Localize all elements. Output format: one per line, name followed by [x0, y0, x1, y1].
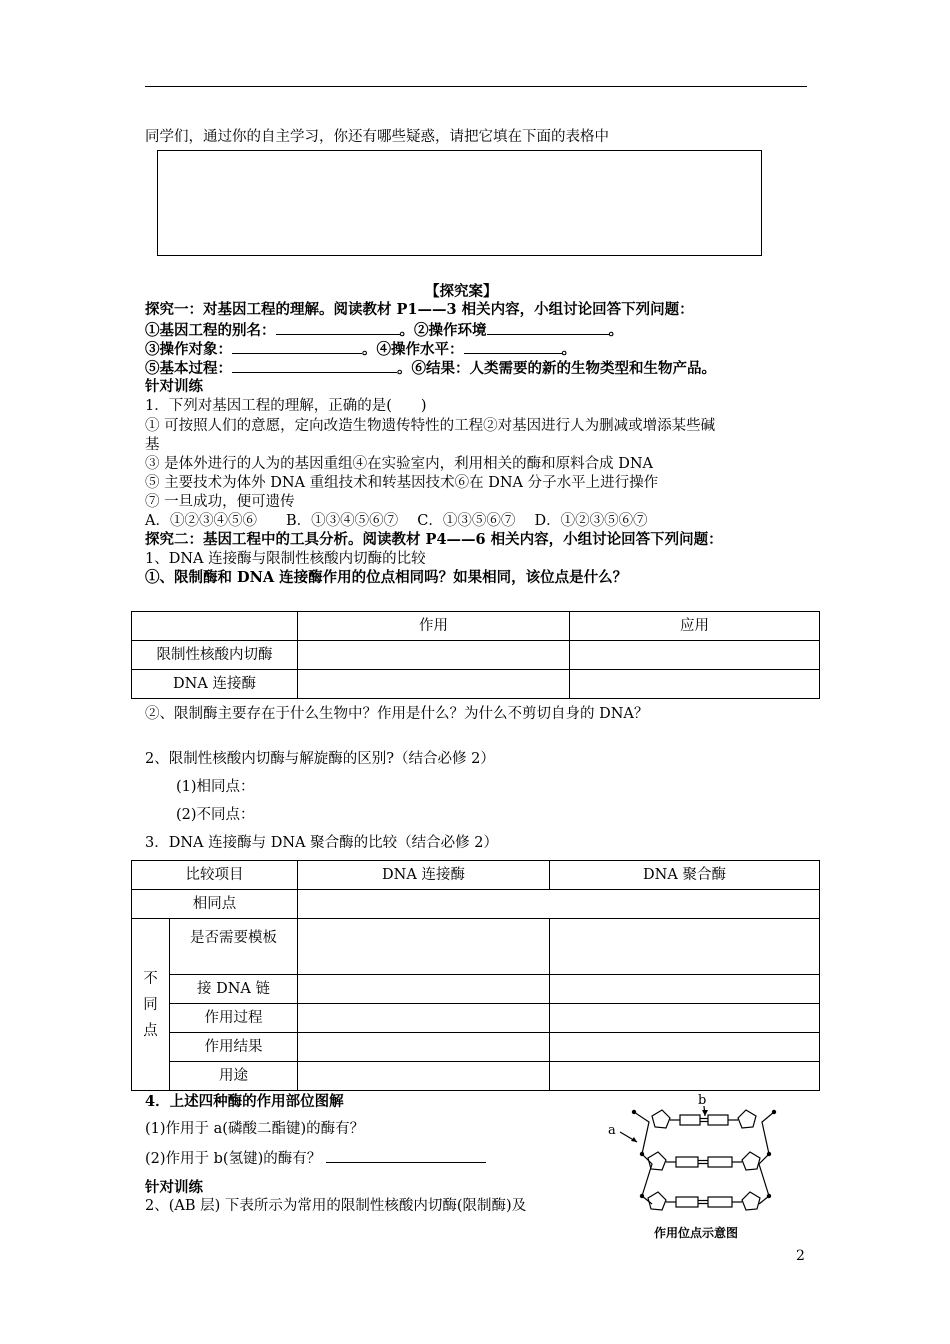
training1-statement-3: ⑤ 主要技术为体外 DNA 重组技术和转基因技术⑥在 DNA 分子水平上进行操作 [145, 475, 659, 491]
header-rule [145, 86, 807, 87]
explore2-q1: ①、限制酶和 DNA 连接酶作用的位点相同吗？如果相同，该位点是什么？ [145, 569, 628, 586]
line1-end: 。 [608, 322, 623, 339]
training1-statement-4: ⑦ 一旦成功，便可遗传 [145, 494, 295, 510]
table1-cell[interactable] [570, 670, 820, 699]
section2-same: (1)相同点： [176, 779, 255, 795]
question-2: ②、限制酶主要存在于什么生物中？作用是什么？为什么不剪切自身的 DNA？ [145, 706, 649, 722]
table1-header-application: 应用 [570, 612, 820, 641]
table2-row-label: 作用过程 [170, 1004, 298, 1033]
training1-statement-1b: 基 [145, 437, 160, 453]
table1-header-empty [132, 612, 298, 641]
section3-title: 3．DNA 连接酶与 DNA 聚合酶的比较（结合必修 2） [145, 835, 498, 851]
table2-cell[interactable] [298, 919, 550, 975]
table2-cell[interactable] [298, 1033, 550, 1062]
section4-q2 [145, 1148, 486, 1168]
alias-label: ①基因工程的别名： [145, 322, 276, 339]
table2-cell[interactable] [298, 1062, 550, 1091]
object-label: ③操作对象： [145, 341, 232, 358]
training1-statement-1: ① 可按照人们的意愿，定向改造生物遗传特性的工程②对基因进行人为删减或增添某些碱 [145, 418, 716, 434]
table1-header-function: 作用 [298, 612, 570, 641]
table2-row-label: 用途 [170, 1062, 298, 1091]
section4-title: 4．上述四种酶的作用部位图解 [145, 1093, 344, 1110]
training2-heading: 针对训练 [145, 1179, 203, 1196]
table1-row-label: DNA 连接酶 [132, 670, 298, 699]
intro-text: 同学们，通过你的自主学习，你还有哪些疑惑，请把它填在下面的表格中 [145, 129, 609, 145]
figure-caption: 作用位点示意图 [654, 1226, 739, 1240]
table2-cell[interactable] [298, 975, 550, 1004]
base [708, 1197, 732, 1207]
sugar-right-2 [742, 1152, 760, 1170]
right-backbone [759, 1112, 774, 1204]
sugar-left-3 [648, 1192, 666, 1210]
process-label: ⑤基本过程： [145, 360, 232, 377]
result-text: 。⑥结果：人类需要的新的生物类型和生物产品。 [397, 360, 716, 377]
process-blank[interactable] [232, 358, 397, 373]
level-blank[interactable] [464, 339, 562, 354]
table2-cell[interactable] [550, 975, 820, 1004]
training2-question: 2、(AB 层) 下表所示为常用的限制性核酸内切酶(限制酶)及 [145, 1198, 527, 1214]
questions-box[interactable] [157, 150, 762, 256]
table1-cell[interactable] [298, 670, 570, 699]
section2-diff: (2)不同点： [176, 807, 255, 823]
section4-q2-blank[interactable] [326, 1148, 486, 1163]
diff-char: 同 [143, 996, 158, 1013]
diff-char: 不 [143, 970, 158, 987]
explore1-line2 [145, 339, 576, 359]
label-a: a [608, 1123, 616, 1138]
table2-header-polymerase: DNA 聚合酶 [550, 861, 820, 890]
table2-row-same: 相同点 [132, 890, 298, 919]
sugar-left-2 [648, 1152, 666, 1170]
action-site-diagram [604, 1092, 804, 1250]
table2-diff-label [132, 919, 170, 1091]
table2-cell[interactable] [298, 890, 820, 919]
table2-row-label: 接 DNA 链 [170, 975, 298, 1004]
table1-row-label: 限制性核酸内切酶 [132, 641, 298, 670]
explore1-heading: 探究一：对基因工程的理解。阅读教材 P1——3 相关内容，小组讨论回答下列问题： [145, 301, 694, 318]
section4-q1: (1)作用于 a(磷酸二酯键)的酶有？ [145, 1121, 365, 1137]
sugar-left-1 [652, 1110, 670, 1128]
table1-cell[interactable] [298, 641, 570, 670]
level-label: 。④操作水平： [362, 341, 464, 358]
section4-q2-text: (2)作用于 b(氢键)的酶有？ [145, 1151, 322, 1167]
table2-cell[interactable] [550, 1033, 820, 1062]
table2-cell[interactable] [550, 1004, 820, 1033]
base [676, 1157, 698, 1167]
section-title: 【探究案】 [425, 283, 498, 300]
explore2-heading: 探究二：基因工程中的工具分析。阅读教材 P4——6 相关内容，小组讨论回答下列问题： [145, 531, 723, 548]
training1-question: 1．下列对基因工程的理解，正确的是( ) [145, 398, 427, 414]
diff-char: 点 [143, 1022, 158, 1039]
table1-cell[interactable] [570, 641, 820, 670]
environment-label: 。②操作环境 [399, 322, 487, 339]
explore1-line1 [145, 320, 623, 340]
object-blank[interactable] [232, 339, 362, 354]
table2-cell[interactable] [550, 1062, 820, 1091]
section2-title: 2、限制性核酸内切酶与解旋酶的区别?（结合必修 2） [145, 751, 495, 767]
table2-row-label: 是否需要模板 [170, 919, 298, 975]
base [676, 1197, 698, 1207]
training1-statement-2: ③ 是体外进行的人为的基因重组④在实验室内，利用相关的酶和原料合成 DNA [145, 456, 653, 472]
table2-cell[interactable] [298, 1004, 550, 1033]
line2-end: 。 [561, 341, 576, 358]
ligase-polymerase-table [131, 860, 820, 1091]
enzyme-comparison-table [131, 611, 820, 699]
left-backbone [634, 1112, 652, 1204]
sugar-right-1 [738, 1110, 756, 1128]
alias-blank[interactable] [276, 320, 400, 335]
explore2-sub1: 1、DNA 连接酶与限制性核酸内切酶的比较 [145, 551, 426, 567]
page-number: 2 [796, 1248, 805, 1264]
table2-row-label: 作用结果 [170, 1033, 298, 1062]
base [680, 1115, 700, 1125]
environment-blank[interactable] [487, 320, 609, 335]
table2-cell[interactable] [550, 919, 820, 975]
table2-header-ligase: DNA 连接酶 [298, 861, 550, 890]
base [708, 1115, 728, 1125]
label-b: b [698, 1093, 707, 1108]
base [708, 1157, 732, 1167]
training1-heading: 针对训练 [145, 378, 203, 395]
sugar-right-3 [742, 1192, 760, 1210]
table2-header-item: 比较项目 [132, 861, 298, 890]
explore1-line3 [145, 358, 716, 378]
training1-options: A．①②③④⑤⑥ B．①③④⑤⑥⑦ C．①③⑤⑥⑦ D．①②③⑤⑥⑦ [145, 513, 648, 529]
